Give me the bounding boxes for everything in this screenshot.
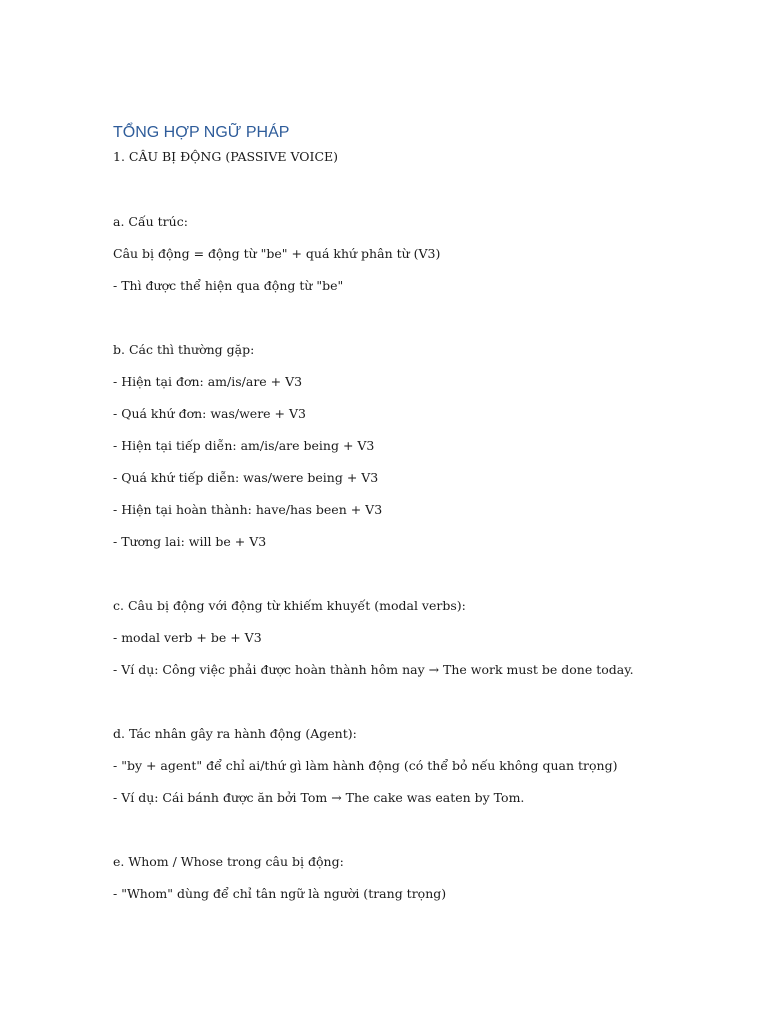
text-line: - Thì được thể hiện qua động từ "be" — [113, 278, 344, 293]
text-line: - Ví dụ: Cái bánh được ăn bởi Tom → The cake was eaten by Tom. — [113, 790, 525, 805]
section-heading: 1. CÂU BỊ ĐỘNG (PASSIVE VOICE) — [113, 149, 339, 164]
text-line: - Hiện tại tiếp diễn: am/is/are being + V3 — [113, 438, 375, 453]
text-line: Câu bị động = động từ "be" + quá khứ phân từ (V3) — [113, 246, 441, 261]
subsection-a-heading: a. Cấu trúc: — [113, 214, 188, 229]
subsection-b-heading: b. Các thì thường gặp: — [113, 342, 255, 357]
text-line: - modal verb + be + V3 — [113, 630, 262, 645]
subsection-d-heading: d. Tác nhân gây ra hành động (Agent): — [113, 726, 357, 741]
text-line: - Quá khứ tiếp diễn: was/were being + V3 — [113, 470, 379, 485]
text-line: - Quá khứ đơn: was/were + V3 — [113, 406, 306, 421]
text-line: - "by + agent" để chỉ ai/thứ gì làm hành động (có thể bỏ nếu không quan trọng) — [113, 758, 618, 773]
text-line: - Hiện tại hoàn thành: have/has been + V3 — [113, 502, 383, 517]
document-title: TỔNG HỢP NGỮ PHÁP — [113, 124, 290, 141]
text-line: - "Whom" dùng để chỉ tân ngữ là người (trang trọng) — [113, 886, 447, 901]
subsection-c-heading: c. Câu bị động với động từ khiếm khuyết (modal verbs): — [113, 598, 466, 613]
subsection-e-heading: e. Whom / Whose trong câu bị động: — [113, 854, 344, 869]
text-line: - Hiện tại đơn: am/is/are + V3 — [113, 374, 303, 389]
text-line: - Ví dụ: Công việc phải được hoàn thành hôm nay → The work must be done today. — [113, 662, 634, 677]
text-line: - Tương lai: will be + V3 — [113, 534, 267, 549]
